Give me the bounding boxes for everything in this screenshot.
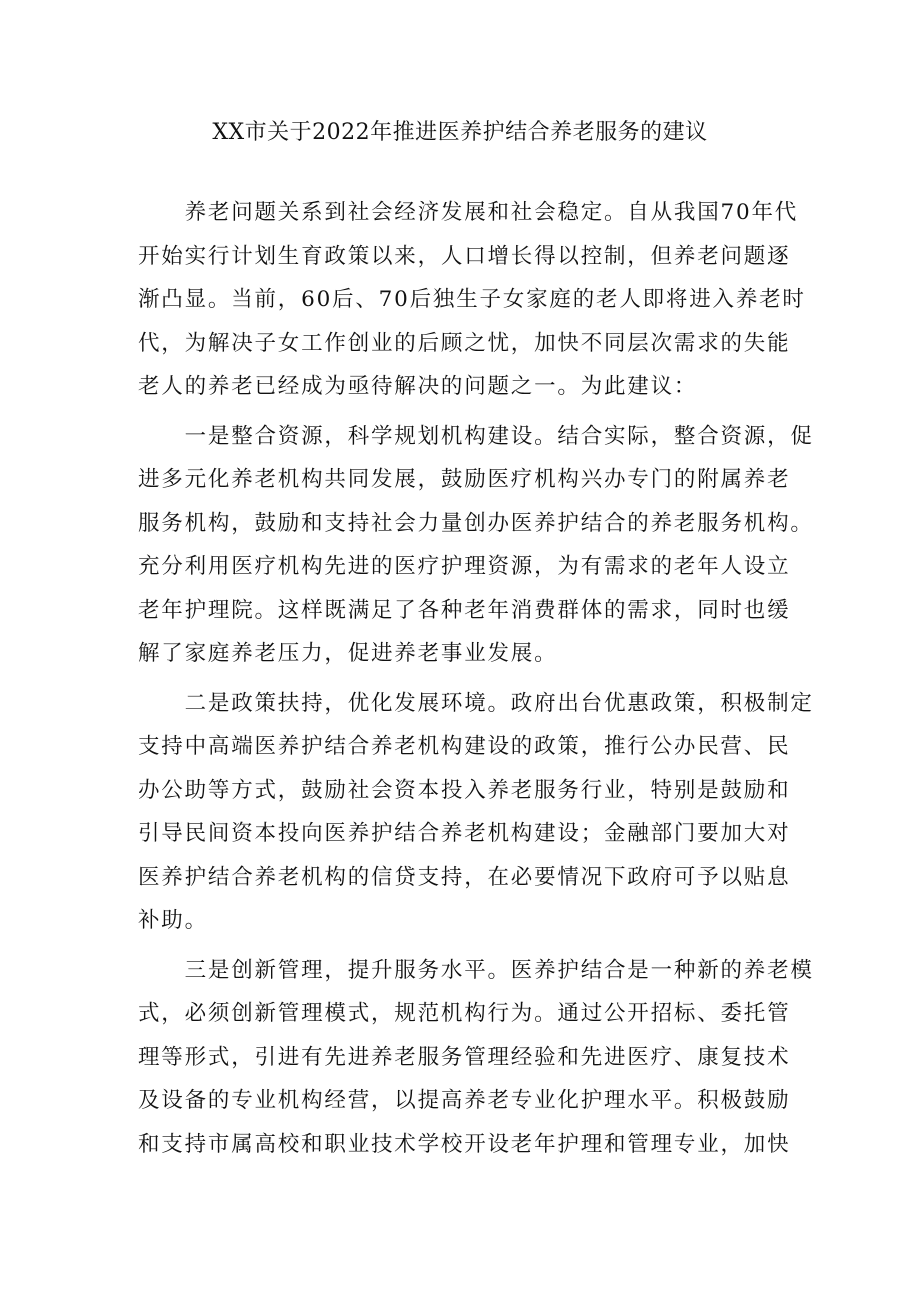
paragraph-line: 医养护结合养老机构的信贷支持，在必要情况下政府可予以贴息 [138, 864, 791, 890]
paragraph-intro [138, 191, 806, 409]
paragraph-line: 支持中高端医养护结合养老机构建设的政策，推行公办民营、民 [138, 734, 791, 759]
paragraph-line: 办公助等方式，鼓励社会资本投入养老服务行业，特别是鼓励和 [138, 777, 791, 803]
paragraph-suggestion-2 [138, 682, 814, 943]
paragraph-line: 代，为解决子女工作创业的后顾之忧，加快不同层次需求的失能 [138, 330, 791, 356]
paragraph-line: 一是整合资源，科学规划机构建设。结合实际，整合资源，促 [138, 423, 814, 449]
paragraph-line: 老年护理院。这样既满足了各种老年消费群体的需求，同时也缓 [138, 597, 791, 623]
document-title: XX市关于2022年推进医养护结合养老服务的建议 [212, 120, 708, 145]
paragraph-line: 开始实行计划生育政策以来，人口增长得以控制，但养老问题逐 [138, 243, 791, 269]
document-body [138, 191, 814, 1166]
paragraph-line: 解了家庭养老压力，促进养老事业发展。 [138, 641, 558, 666]
paragraph-line: 补助。 [138, 908, 208, 933]
paragraph-suggestion-1 [138, 415, 814, 676]
paragraph-line: 进多元化养老机构共同发展，鼓励医疗机构兴办专门的附属养老 [138, 467, 791, 492]
paragraph-line: 服务机构，鼓励和支持社会力量创办医养护结合的养老服务机构。 [138, 510, 814, 536]
paragraph-line: 充分利用医疗机构先进的医疗护理资源，为有需求的老年人设立 [138, 554, 791, 579]
paragraph-line: 引导民间资本投向医养护结合养老机构建设；金融部门要加大对 [138, 821, 791, 846]
paragraph-line: 理等形式，引进有先进养老服务管理经验和先进医疗、康复技术 [138, 1044, 791, 1070]
paragraph-line: 三是创新管理，提升服务水平。医养护结合是一种新的养老模 [138, 957, 814, 983]
paragraph-suggestion-3 [138, 949, 814, 1167]
paragraph-line: 渐凸显。当前，60后、70后独生子女家庭的老人即将进入养老时 [138, 287, 806, 312]
paragraph-line: 养老问题关系到社会经济发展和社会稳定。自从我国70年代 [138, 200, 799, 225]
paragraph-line: 及设备的专业机构经营，以提高养老专业化护理水平。积极鼓励 [138, 1088, 791, 1113]
paragraph-line: 式，必须创新管理模式，规范机构行为。通过公开招标、委托管 [138, 1001, 791, 1026]
paragraph-line: 二是政策扶持，优化发展环境。政府出台优惠政策，积极制定 [138, 690, 814, 716]
paragraph-line: 老人的养老已经成为亟待解决的问题之一。为此建议： [138, 374, 698, 399]
paragraph-line: 和支持市属高校和职业技术学校开设老年护理和管理专业，加快 [138, 1131, 791, 1157]
